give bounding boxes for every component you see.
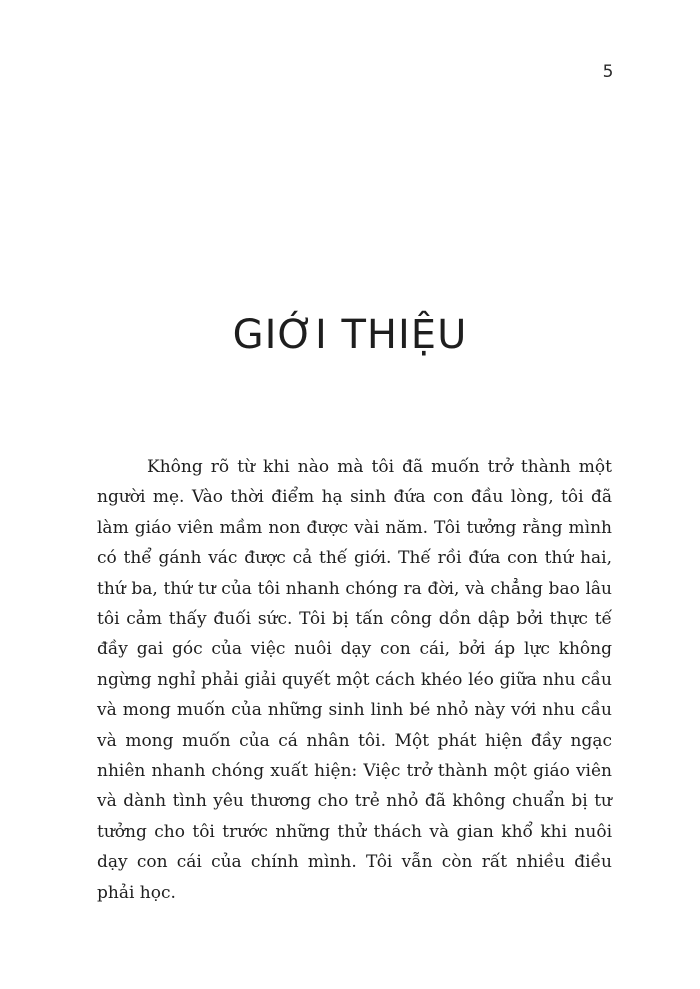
page-number: 5	[602, 62, 614, 82]
chapter-title: GIỚI THIỆU	[232, 312, 468, 358]
body-paragraph: Không rõ từ khi nào mà tôi đã muốn trở thành một người mẹ. Vào thời điểm hạ sinh đứa con đầu lòng, tôi đã làm giáo viên mầm non được vài năm. Tôi tưởng rằng mình có thể gánh vác được cả thế giới. Thế rồi đứa con thứ hai, thứ ba, thứ tư của tôi nhanh chóng ra đời, và chẳng bao lâu tôi cảm thấy đuối sức. Tôi bị tấn công dồn dập bởi thực tế đầy gai góc của việc nuôi dạy con cái, bởi áp lực không ngừng nghỉ phải giải quyết một cách khéo léo giữa nhu cầu và mong muốn của những sinh linh bé nhỏ này với nhu cầu và mong muốn của cá nhân tôi. Một phát hiện đầy ngạc nhiên nhanh chóng xuất hiện: Việc trở thành một giáo viên và dành tình yêu thương cho trẻ nhỏ đã không chuẩn bị tư tưởng cho tôi trước những thử thách và gian khổ khi nuôi dạy con cái của chính mình. Tôi vẫn còn rất nhiều điều phải học.	[97, 457, 612, 903]
